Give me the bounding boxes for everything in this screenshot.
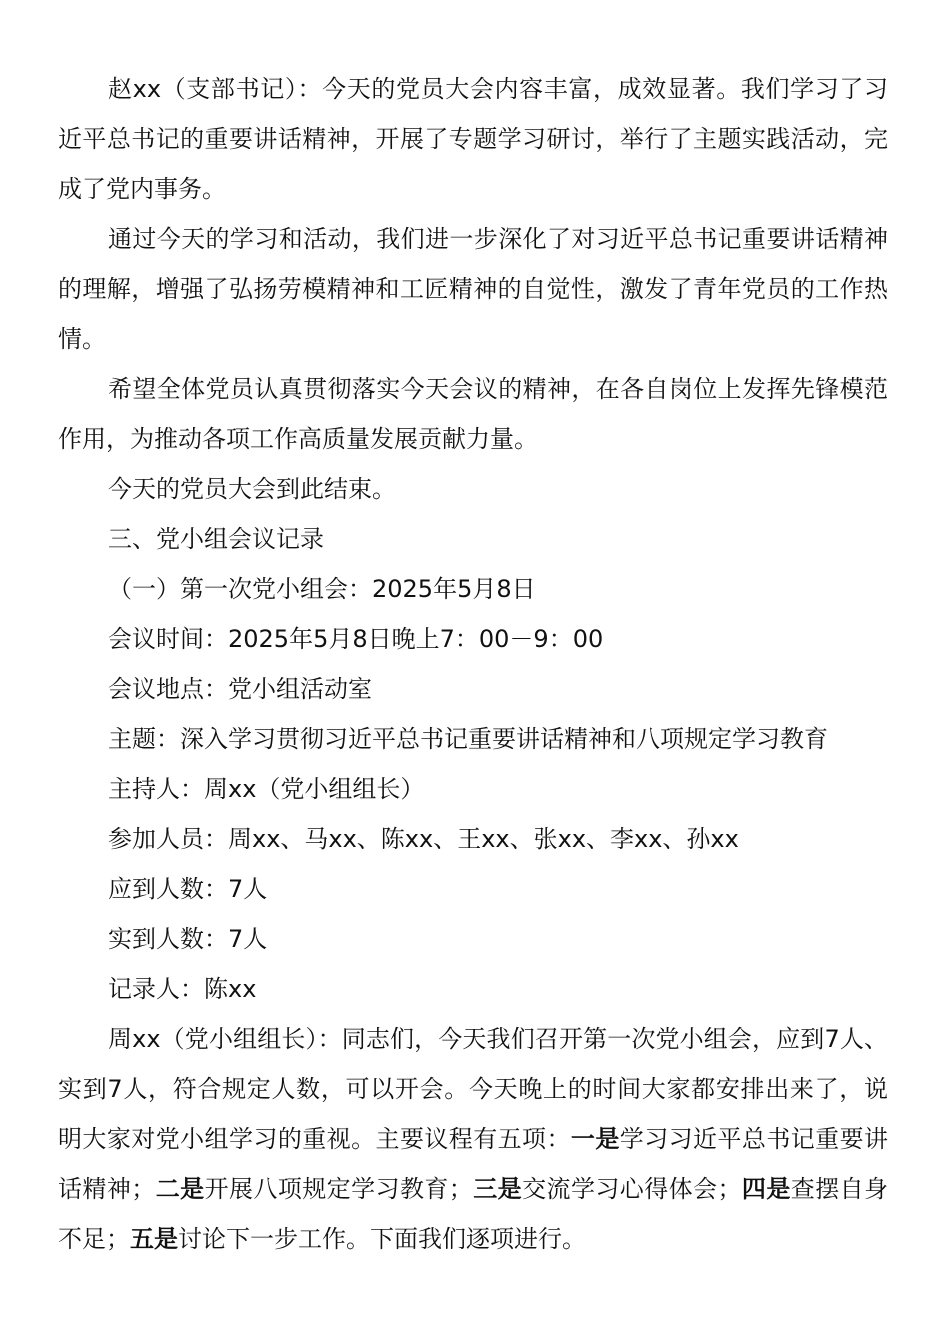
agenda-label-1: 一是	[570, 1125, 620, 1153]
actual-attendance: 实到人数：7人	[108, 925, 268, 953]
paragraph-meeting-end: 今天的党员大会到此结束。	[108, 475, 396, 503]
section-heading-group-minutes: 三、党小组会议记录	[108, 525, 324, 553]
agenda-label-2: 二是	[155, 1175, 205, 1203]
opening-outro-text: 下面我们逐项进行。	[370, 1225, 586, 1253]
meeting-host: 主持人：周xx（党小组组长）	[108, 775, 425, 803]
agenda-item-1: 学习习近平总书记重要讲话精神；	[58, 1125, 889, 1203]
meeting-time: 会议时间：2025年5月8日晚上7：00－9：00	[108, 625, 604, 653]
agenda-item-5: 讨论下一步工作。	[178, 1225, 370, 1253]
meeting-location: 会议地点：党小组活动室	[108, 675, 372, 703]
paragraph-learning-outcome: 通过今天的学习和活动，我们进一步深化了对习近平总书记重要讲话精神的理解，增强了弘扬劳模精神和工匠精神的自觉性，激发了青年党员的工作热情。	[58, 225, 888, 353]
paragraph-secretary-summary: 赵xx（支部书记）：今天的党员大会内容丰富，成效显著。我们学习了习近平总书记的重要讲话精神，开展了专题学习研讨，举行了主题实践活动，完成了党内事务。	[58, 75, 888, 203]
meeting-attendees: 参加人员：周xx、马xx、陈xx、王xx、张xx、李xx、孙xx	[108, 825, 739, 853]
expected-attendance: 应到人数：7人	[108, 875, 268, 903]
paragraph-group-leader-opening	[58, 1014, 888, 1264]
meeting-topic: 主题：深入学习贯彻习近平总书记重要讲话精神和八项规定学习教育	[108, 725, 828, 753]
opening-intro-text: 周xx（党小组组长）：同志们，今天我们召开第一次党小组会，应到7人、实到7人，符合规定人数，可以开会。今天晚上的时间大家都安排出来了，说明大家对党小组学习的重视。主要议程有五项：	[58, 1025, 888, 1153]
subsection-heading-first-meeting: （一）第一次党小组会：2025年5月8日	[108, 575, 536, 603]
agenda-label-4: 四是	[741, 1175, 791, 1203]
document-page	[58, 64, 888, 1264]
agenda-label-3: 三是	[472, 1175, 523, 1203]
agenda-item-3: 交流学习心得体会；	[522, 1175, 742, 1203]
paragraph-expectation: 希望全体党员认真贯彻落实今天会议的精神，在各自岗位上发挥先锋模范作用，为推动各项工作高质量发展贡献力量。	[58, 375, 888, 453]
recorder: 记录人：陈xx	[108, 975, 257, 1003]
agenda-label-5: 五是	[130, 1225, 178, 1253]
agenda-item-2: 开展八项规定学习教育；	[204, 1175, 473, 1203]
agenda-item-4: 查摆自身不足；	[58, 1175, 889, 1253]
